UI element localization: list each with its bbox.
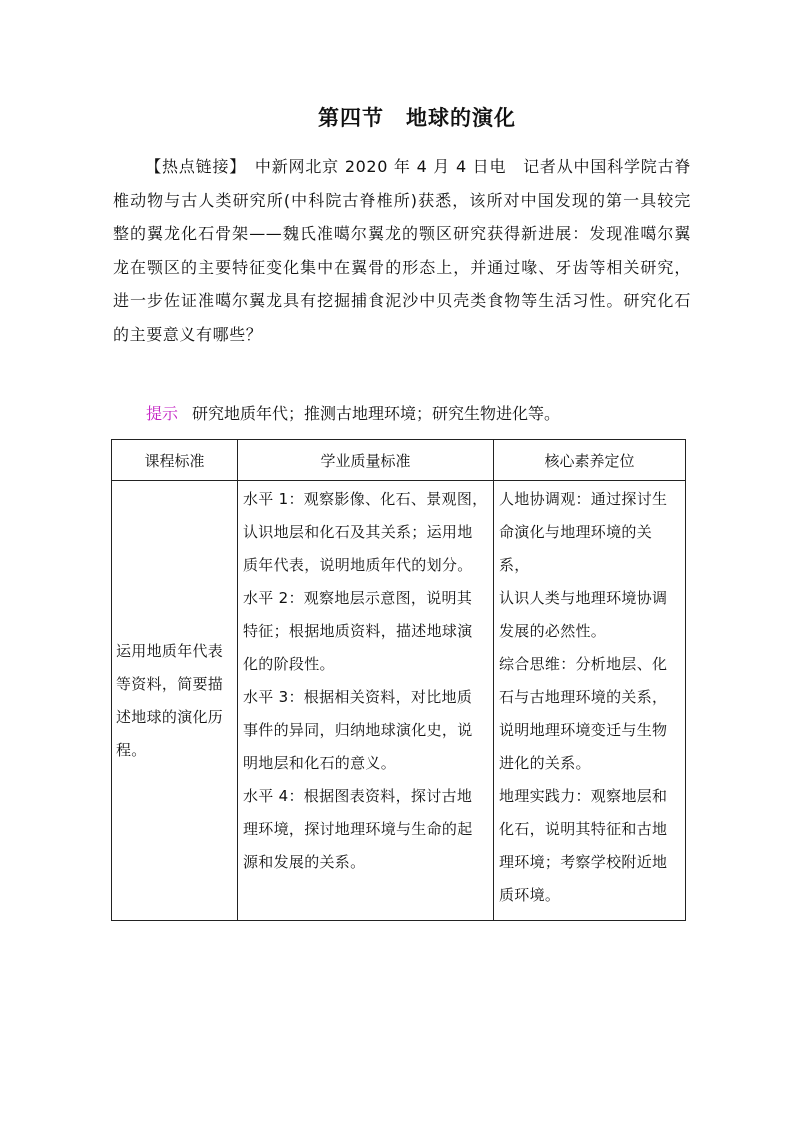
cell-quality-standard bbox=[238, 481, 494, 921]
hint-line bbox=[146, 398, 706, 430]
standards-table bbox=[111, 439, 686, 921]
hotspot-paragraph bbox=[113, 150, 691, 351]
quality-line: 特征；根据地质资料，描述地球演 bbox=[243, 622, 473, 640]
literacy-line: 石与古地理环境的关系， bbox=[499, 688, 668, 706]
course-line: 运用地质年代表 bbox=[116, 641, 224, 660]
header-quality-standard: 学业质量标准 bbox=[238, 440, 494, 481]
course-line: 述地球的演化历 bbox=[116, 707, 224, 726]
literacy-line: 质环境。 bbox=[499, 886, 561, 904]
quality-line: 质年代表，说明地质年代的划分。 bbox=[243, 556, 473, 574]
literacy-line: 进化的关系。 bbox=[499, 754, 591, 772]
literacy-line: 人地协调观：通过探讨生 bbox=[499, 490, 668, 508]
quality-line: 水平 3：根据相关资料，对比地质 bbox=[243, 688, 473, 706]
quality-line: 源和发展的关系。 bbox=[243, 853, 366, 871]
quality-line: 水平 4：根据图表资料，探讨古地 bbox=[243, 787, 473, 805]
quality-line: 认识地层和化石及其关系；运用地 bbox=[243, 523, 473, 541]
section-title: 第四节 地球的演化 bbox=[318, 106, 516, 130]
literacy-line: 地理实践力：观察地层和 bbox=[499, 787, 668, 805]
literacy-line: 理环境；考察学校附近地 bbox=[499, 853, 668, 871]
quality-line: 水平 1：观察影像、化石、景观图， bbox=[243, 490, 488, 508]
hotspot-label: 【热点链接】 bbox=[145, 157, 239, 176]
quality-line: 化的阶段性。 bbox=[243, 655, 335, 673]
header-core-literacy: 核心素养定位 bbox=[494, 440, 686, 481]
table-header-row bbox=[112, 440, 686, 481]
course-line: 等资料，简要描 bbox=[116, 674, 224, 693]
quality-line: 理环境，探讨地理环境与生命的起 bbox=[243, 820, 473, 838]
literacy-line: 化石，说明其特征和古地 bbox=[499, 820, 668, 838]
hint-label: 提示 bbox=[146, 404, 179, 423]
literacy-line: 认识人类与地理环境协调 bbox=[499, 589, 668, 607]
cell-core-literacy bbox=[494, 481, 686, 921]
literacy-line: 说明地理环境变迁与生物 bbox=[499, 721, 668, 739]
cell-course-standard bbox=[112, 481, 238, 921]
quality-line: 事件的异同，归纳地球演化史，说 bbox=[243, 721, 473, 739]
quality-line: 水平 2：观察地层示意图，说明其 bbox=[243, 589, 473, 607]
hotspot-text: 中新网北京 2020 年 4 月 4 日电 记者从中国科学院古脊椎动物与古人类研究所(中科院古脊椎所)获悉，该所对中国发现的第一具较完整的翼龙化石骨架——魏氏准噶尔翼龙的颚区研究获得新进展：发现准噶尔翼龙在颚区的主要特征变化集中在翼骨的形态上，并通过喙、牙齿等相关研究，进一步佐证准噶尔翼龙具有挖掘捕食泥沙中贝壳类食物等生活习性。研究化石的主要意义有哪些？ bbox=[113, 157, 691, 344]
course-line: 程。 bbox=[116, 740, 147, 759]
hint-text: 研究地质年代；推测古地理环境；研究生物进化等。 bbox=[192, 404, 561, 423]
table-row bbox=[112, 481, 686, 921]
literacy-line: 命演化与地理环境的关系， bbox=[499, 523, 653, 574]
literacy-line: 综合思维：分析地层、化 bbox=[499, 655, 668, 673]
quality-line: 明地层和化石的意义。 bbox=[243, 754, 397, 772]
header-course-standard: 课程标准 bbox=[112, 440, 238, 481]
literacy-line: 发展的必然性。 bbox=[499, 622, 607, 640]
